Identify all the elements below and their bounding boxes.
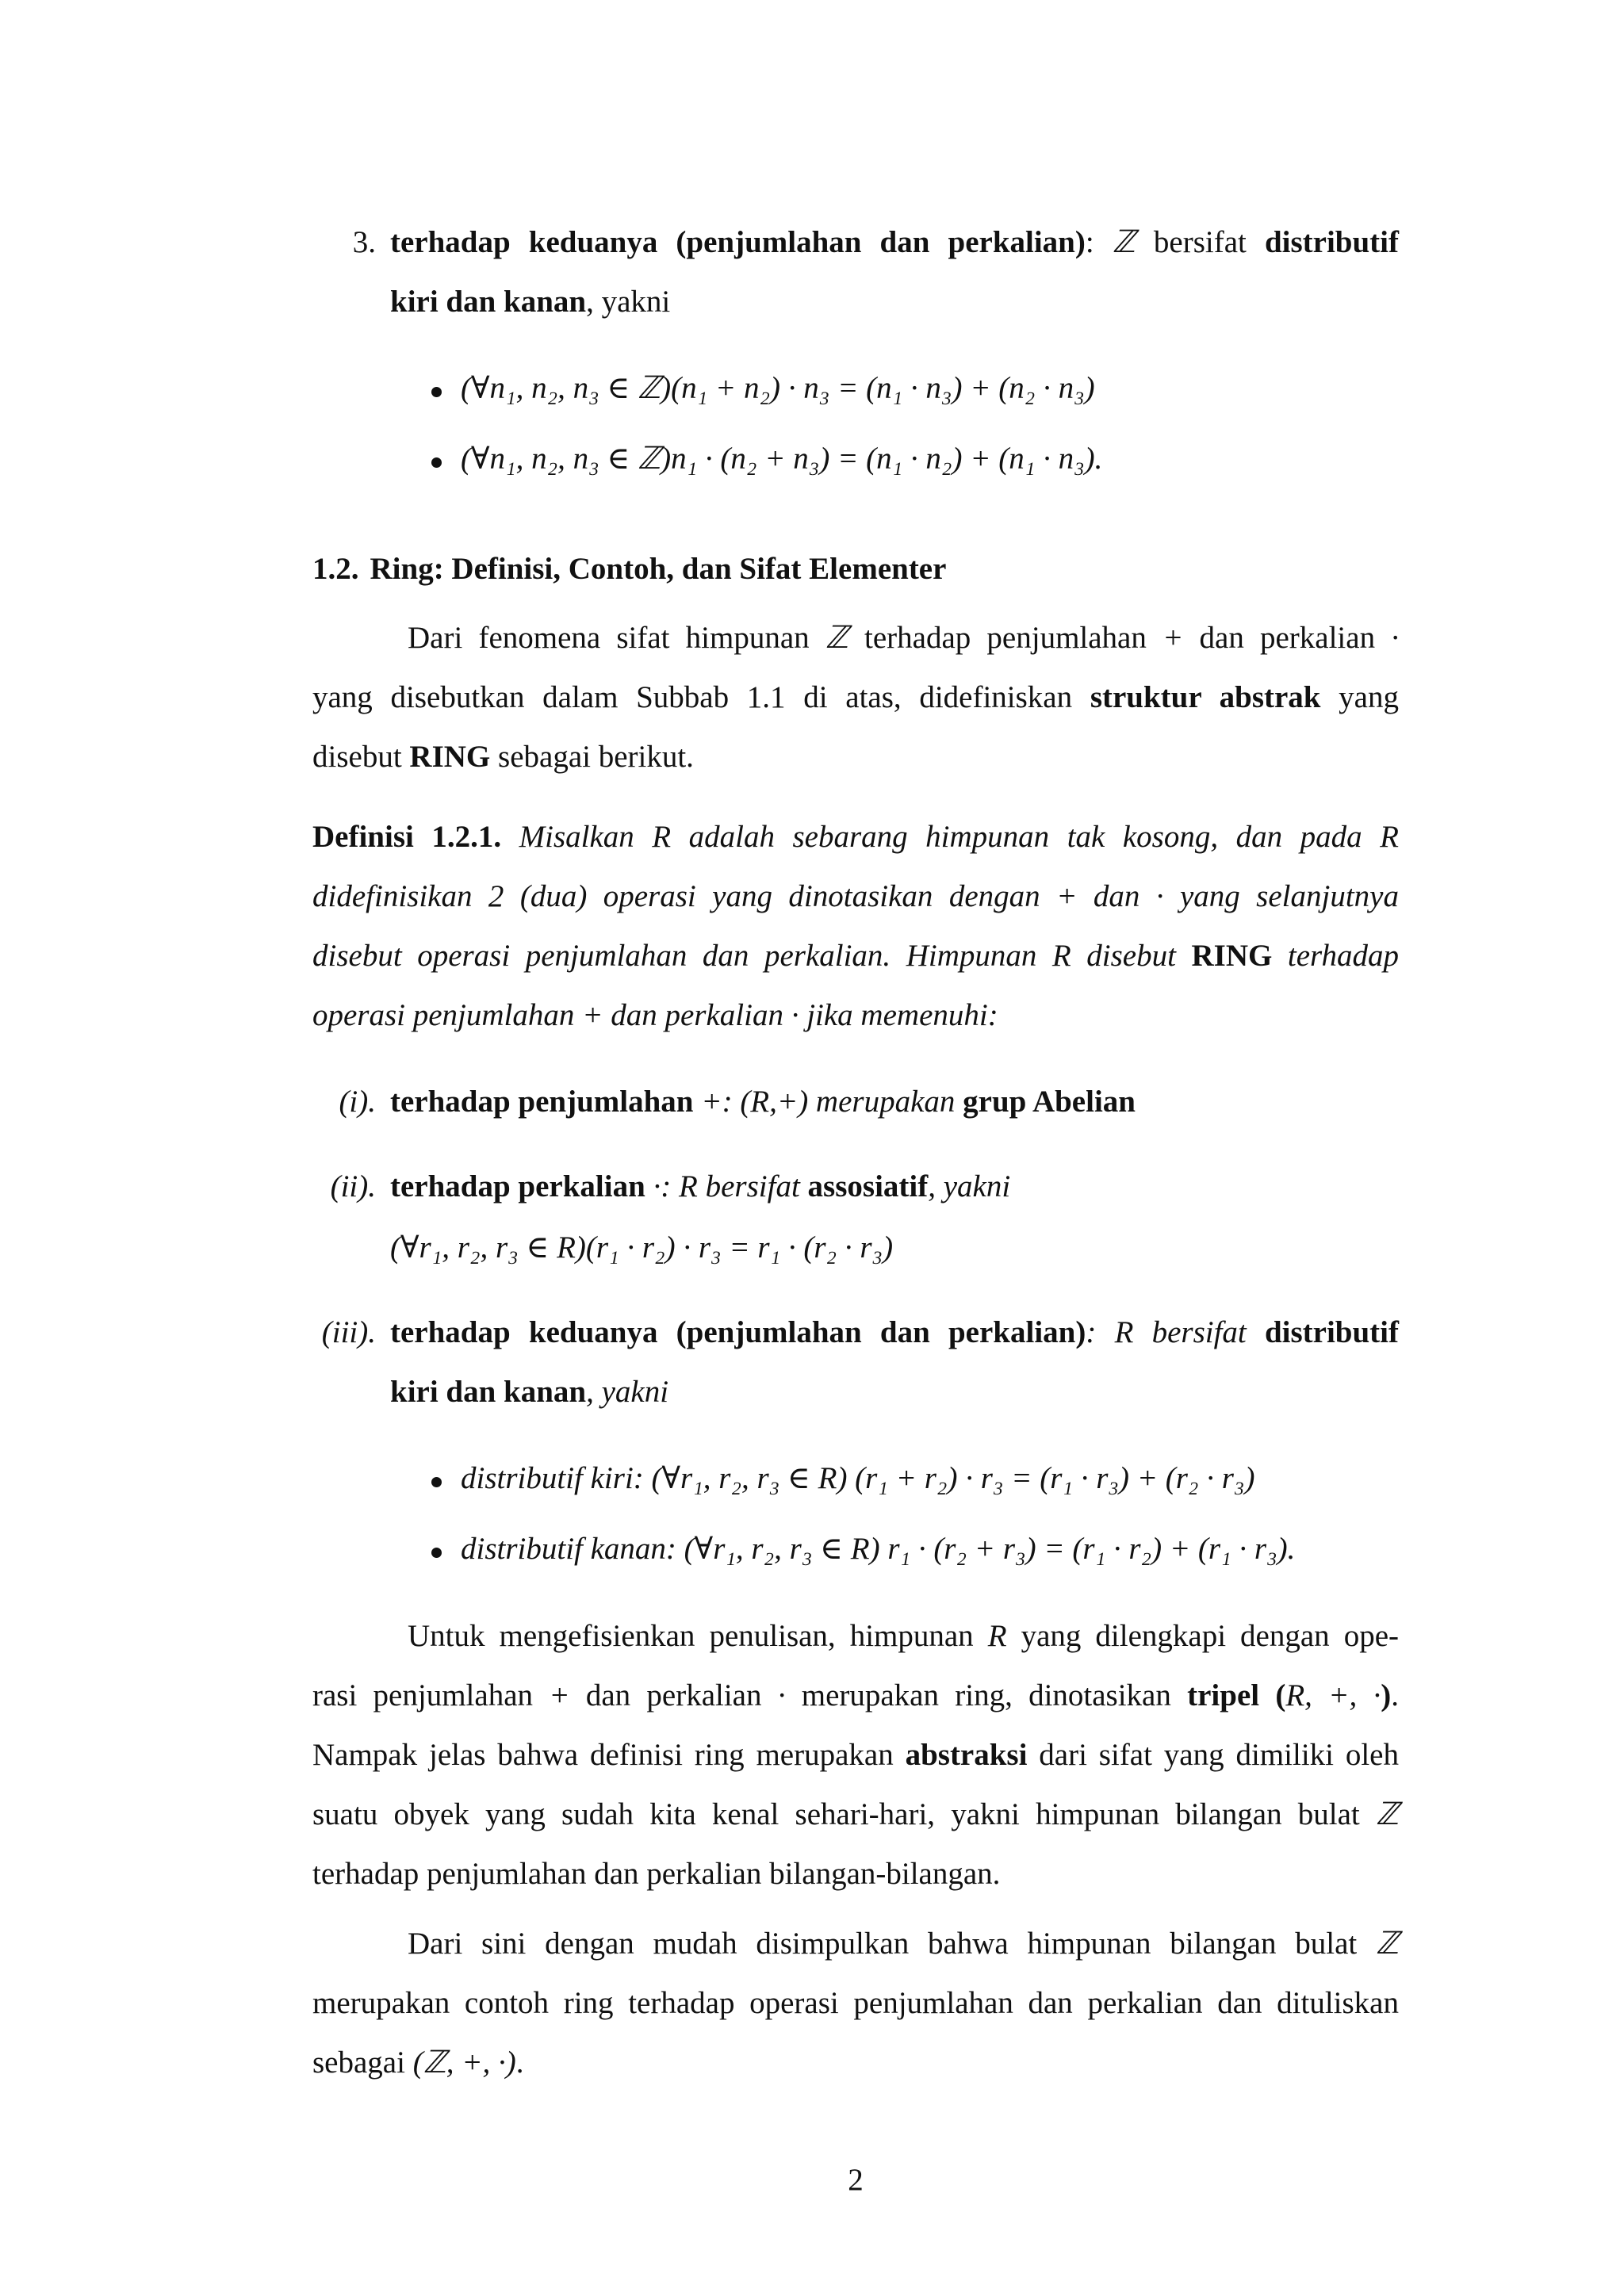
- text-run: terhadap penjumlahan dan perkalian bilangan-bilangan.: [312, 1857, 1001, 1891]
- italic-run: distributif kiri:: [461, 1461, 652, 1495]
- text-run: merupakan contoh ring terhadap operasi penjumlahan dan perkalian dan dituliskan: [312, 1986, 1399, 2020]
- list-label: (ii).: [330, 1169, 376, 1203]
- italic-run: terhadap: [1272, 939, 1400, 973]
- italic-run: jika memenuhi:: [799, 998, 998, 1032]
- text-line: [461, 429, 1399, 488]
- text-run: .: [1391, 1678, 1399, 1712]
- italic-run: distributif kanan:: [461, 1532, 684, 1566]
- text-line: [312, 867, 1399, 926]
- text-line: [312, 1914, 1399, 1973]
- math-run: (∀r₁, r₂, r₃ ∈ R)(r₁ · r₂) · r₃ = r₁ · (r₂ · r₃): [390, 1230, 894, 1265]
- bold-run: kiri dan kanan: [390, 285, 587, 319]
- math-run: ·: [791, 998, 799, 1032]
- italic-run: disebut operasi penjumlahan dan perkalian. Himpunan: [312, 939, 1052, 973]
- text-line: [312, 807, 1399, 867]
- text-run: merupakan ring, dinotasikan: [785, 1678, 1188, 1712]
- text-line: [312, 608, 1399, 668]
- text-line: [312, 668, 1399, 727]
- text-run: yang: [1320, 680, 1399, 714]
- bold-run: kiri dan kanan: [390, 1375, 587, 1409]
- text-run: Nampak jelas bahwa definisi ring merupakan: [312, 1738, 906, 1772]
- text-line: [312, 985, 1399, 1045]
- math-run: ·: [1391, 621, 1399, 655]
- math-run: (∀r₁, r₂, r₃ ∈ R) r₁ · (r₂ + r₃) = (r₁ · r₂) + (r₁ · r₃).: [684, 1532, 1296, 1566]
- math-run: +: [1056, 879, 1078, 913]
- bold-run: RING: [1191, 939, 1273, 973]
- heading-title: Ring: Definisi, Contoh, dan Sifat Elementer: [370, 552, 947, 586]
- italic-run: disebut: [1071, 939, 1192, 973]
- math-run: R: [987, 1619, 1007, 1653]
- text-line: [390, 212, 1399, 272]
- text-line: [312, 926, 1399, 985]
- italic-run: Misalkan: [501, 820, 653, 854]
- math-run: R: [1114, 1315, 1134, 1349]
- text-line: [312, 727, 1399, 786]
- math-run: ℤ: [825, 621, 848, 655]
- bold-run: grup Abelian: [963, 1085, 1136, 1119]
- text-run: :: [1085, 225, 1113, 259]
- list-label: 3.: [352, 225, 376, 259]
- page-body: [312, 212, 1399, 2092]
- italic-run: :: [1086, 1315, 1115, 1349]
- text-line: [390, 1362, 1399, 1422]
- bullet-icon: [431, 387, 442, 397]
- italic-run: : (R,+) merupakan: [722, 1085, 963, 1119]
- math-run: R, +, ·: [1285, 1678, 1381, 1712]
- bullet-list: [390, 358, 1399, 488]
- paragraph: [312, 608, 1399, 786]
- text-run: dan perkalian: [1183, 621, 1392, 655]
- text-run: dan perkalian: [569, 1678, 778, 1712]
- math-run: ·: [653, 1169, 661, 1203]
- bullet-item: [390, 358, 1399, 418]
- list-label: (i).: [339, 1085, 376, 1119]
- bold-run: terhadap penjumlahan: [390, 1085, 702, 1119]
- heading-number: 1.2.: [312, 552, 359, 586]
- bold-run: distributif: [1264, 1315, 1399, 1349]
- text-line: [390, 1157, 1399, 1216]
- bold-run: terhadap perkalian: [390, 1169, 653, 1203]
- page-number: 2: [848, 2163, 864, 2197]
- text-run: .: [515, 2045, 524, 2080]
- bullet-icon: [431, 457, 442, 468]
- bullet-list: [390, 1448, 1399, 1578]
- text-line: [312, 1725, 1399, 1785]
- text-line: [461, 1519, 1399, 1578]
- bold-run: assosiatif: [807, 1169, 929, 1203]
- text-run: Dari fenomena sifat himpunan: [408, 621, 825, 655]
- bold-run: terhadap keduanya (penjumlahan dan perkalian): [390, 1315, 1086, 1349]
- math-run: R: [679, 1169, 698, 1203]
- text-line: [312, 1666, 1399, 1725]
- bullet-item: [390, 429, 1399, 488]
- display-formula: [390, 1218, 1399, 1277]
- paragraph: [312, 1914, 1399, 2092]
- bullet-item: [390, 1519, 1399, 1578]
- definition-block: [312, 807, 1399, 1045]
- list-label: (iii).: [321, 1315, 376, 1349]
- text-run: bersifat: [1135, 225, 1265, 259]
- bold-run: tripel (: [1187, 1678, 1286, 1712]
- text-run: suatu obyek yang sudah kita kenal sehari-hari, yakni himpunan bilangan bulat: [312, 1797, 1376, 1831]
- math-run: R: [652, 820, 672, 854]
- text-line: [461, 358, 1399, 418]
- text-run: disebut: [312, 740, 410, 774]
- bold-run: Definisi 1.2.1.: [312, 820, 502, 854]
- italic-run: adalah sebarang himpunan tak kosong, dan pada: [671, 820, 1381, 854]
- math-run: +: [1162, 621, 1184, 655]
- list-item: [312, 212, 1399, 488]
- text-line: [312, 1785, 1399, 1844]
- text-line: [390, 1303, 1399, 1362]
- text-run: , yakni: [586, 285, 671, 319]
- list-item: [312, 1303, 1399, 1578]
- math-run: R: [1380, 820, 1399, 854]
- math-run: +: [701, 1085, 722, 1119]
- text-line: [312, 1973, 1399, 2033]
- text-line: [312, 1844, 1399, 1904]
- bold-run: distributif: [1264, 225, 1399, 259]
- italic-run: , yakni: [586, 1375, 669, 1409]
- math-run: +: [582, 998, 603, 1032]
- text-run: sebagai: [312, 2045, 413, 2080]
- math-run: ·: [1155, 879, 1164, 913]
- bullet-icon: [431, 1548, 442, 1558]
- text-run: Dari sini dengan mudah disimpulkan bahwa himpunan bilangan bulat: [408, 1927, 1376, 1961]
- bold-run: terhadap keduanya (penjumlahan dan perkalian): [390, 225, 1086, 259]
- bold-run: RING: [409, 740, 491, 774]
- math-run: (∀n₁, n₂, n₃ ∈ ℤ)(n₁ + n₂) · n₃ = (n₁ · n₃) + (n₂ · n₃): [461, 371, 1095, 405]
- math-run: (∀n₁, n₂, n₃ ∈ ℤ)n₁ · (n₂ + n₃) = (n₁ · n₂) + (n₁ · n₃).: [461, 442, 1103, 476]
- text-run: dari sifat yang dimiliki oleh: [1027, 1738, 1399, 1772]
- text-line: [312, 2033, 1399, 2092]
- text-run: yang dilengkapi dengan ope-: [1006, 1619, 1399, 1653]
- math-run: (ℤ, +, ·): [412, 2045, 516, 2080]
- section-heading: [312, 539, 1399, 599]
- math-run: ℤ: [1375, 1927, 1399, 1961]
- text-run: yang disebutkan dalam Subbab 1.1 di atas, didefiniskan: [312, 680, 1090, 714]
- text-line: [312, 1606, 1399, 1666]
- text-run: rasi penjumlahan: [312, 1678, 550, 1712]
- text-line: [461, 1448, 1399, 1508]
- math-run: ·: [777, 1678, 786, 1712]
- bold-run: abstraksi: [905, 1738, 1028, 1772]
- math-run: (∀r₁, r₂, r₃ ∈ R) (r₁ + r₂) · r₃ = (r₁ · r₃) + (r₂ · r₃): [651, 1461, 1255, 1495]
- text-run: Untuk mengefisienkan penulisan, himpunan: [408, 1619, 988, 1653]
- text-line: [390, 1072, 1399, 1131]
- italic-run: operasi penjumlahan: [312, 998, 583, 1032]
- italic-run: bersifat: [697, 1169, 808, 1203]
- bullet-icon: [431, 1477, 442, 1487]
- bold-run: struktur abstrak: [1090, 680, 1321, 714]
- bold-run: ): [1381, 1678, 1392, 1712]
- math-run: +: [549, 1678, 570, 1712]
- italic-run: :: [661, 1169, 680, 1203]
- bullet-item: [390, 1448, 1399, 1508]
- text-line: [312, 539, 1399, 599]
- paragraph: [312, 1606, 1399, 1904]
- italic-run: dan: [1077, 879, 1156, 913]
- text-line: [390, 272, 1399, 331]
- math-run: R: [1051, 939, 1071, 973]
- italic-run: , yakni: [928, 1169, 1011, 1203]
- math-run: ℤ: [1112, 225, 1136, 259]
- list-item: [312, 1072, 1399, 1131]
- italic-run: dan perkalian: [603, 998, 791, 1032]
- math-run: ℤ: [1375, 1797, 1399, 1831]
- list-item: [312, 1157, 1399, 1277]
- italic-run: yang selanjutnya: [1163, 879, 1399, 913]
- italic-run: didefinisikan 2 (dua) operasi yang dinotasikan dengan: [312, 879, 1057, 913]
- italic-run: bersifat: [1133, 1315, 1265, 1349]
- text-run: sebagai berikut.: [490, 740, 694, 774]
- text-run: terhadap penjumlahan: [848, 621, 1163, 655]
